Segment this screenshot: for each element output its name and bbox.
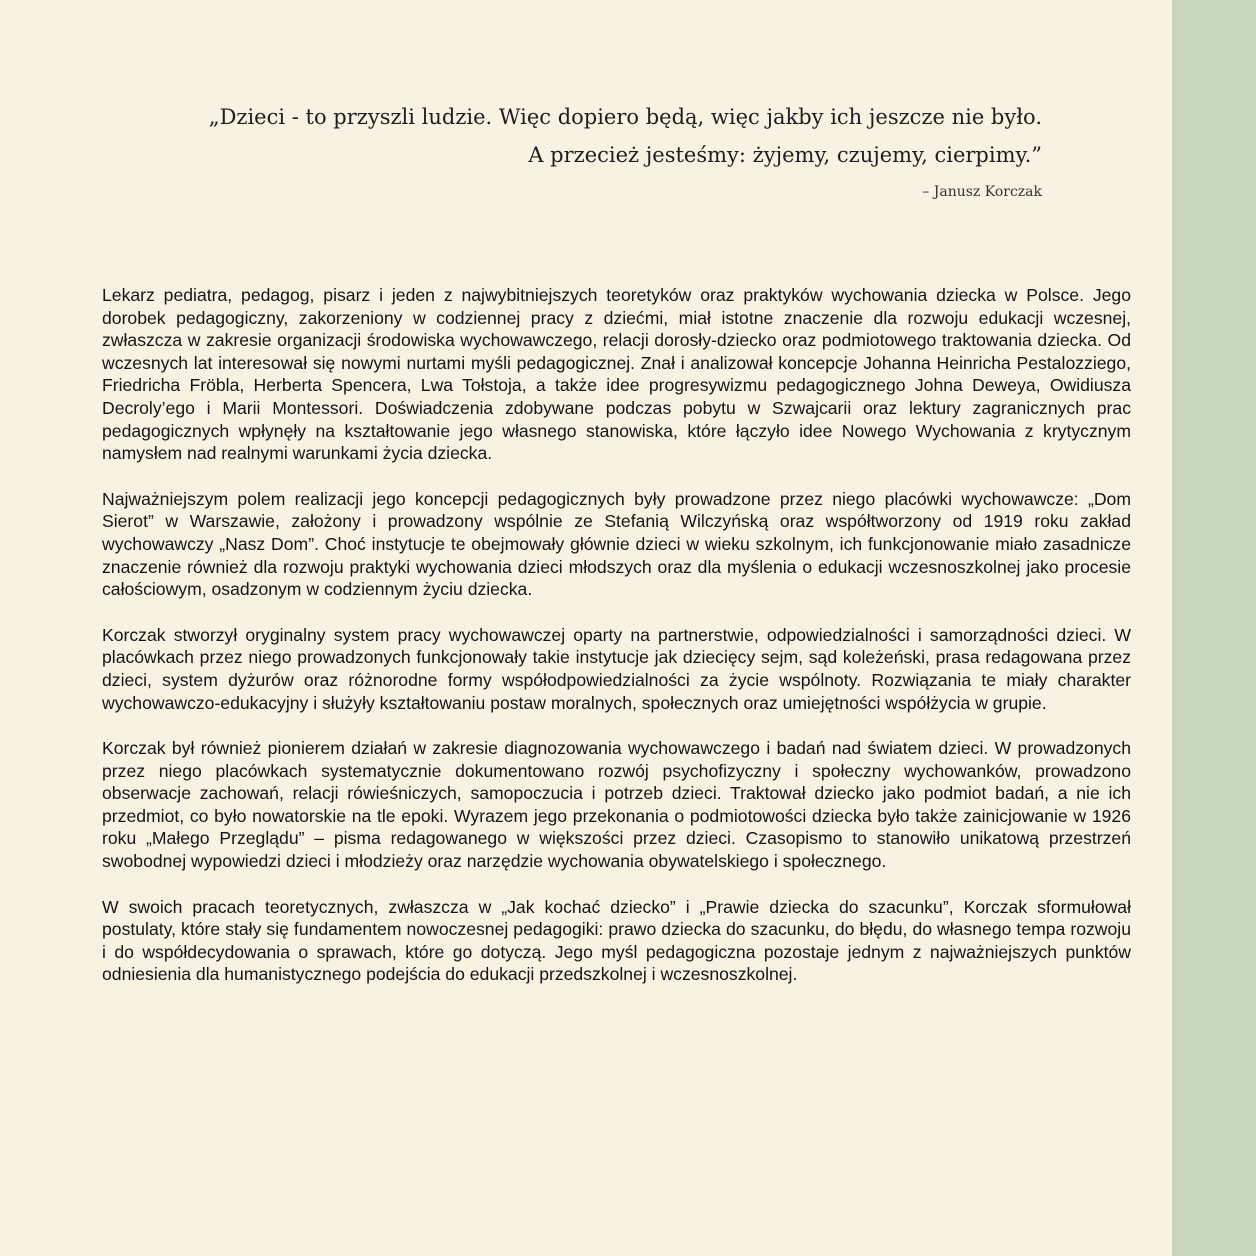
paragraph-2: Najważniejszym polem realizacji jego koncepcji pedagogicznych były prowadzone przez niego placówki wychowawcze: „Dom Sierot” w Warszawie, założony i prowadzony wspólnie ze Stefanią Wilczyńską oraz współtworzony od 1919 roku zakład wychowawczy „Nasz Dom”. Choć instytucje te obejmowały głównie dzieci w wieku szkolnym, ich funkcjonowanie miało zasadnicze znaczenie również dla rozwoju praktyki wychowania dzieci młodszych oraz dla myślenia o edukacji wczesnoszkolnej jako procesie całościowym, osadzonym w codziennym życiu dziecka. (102, 488, 1131, 600)
epigraph-quote (142, 98, 1042, 202)
paragraph-1: Lekarz pediatra, pedagog, pisarz i jeden z najwybitniejszych teoretyków oraz praktyków wychowania dziecka w Polsce. Jego dorobek pedagogiczny, zakorzeniony w codziennej pracy z dziećmi, miał istotne znaczenie dla rozwoju edukacji wczesnej, zwłaszcza w zakresie organizacji środowiska wychowawczego, relacji dorosły-dziecko oraz podmiotowego traktowania dziecka. Od wczesnych lat interesował się nowymi nurtami myśli pedagogicznej. Znał i analizował koncepcje Johanna Heinricha Pestalozziego, Friedricha Fröbla, Herberta Spencera, Lwa Tołstoja, a także idee progresywizmu pedagogicznego Johna Deweya, Owidiusza Decroly’ego i Marii Montessori. Doświadczenia zdobywane podczas pobytu w Szwajcarii oraz lektury zagranicznych prac pedagogicznych wpłynęły na kształtowanie jego własnego stanowiska, które łączyło idee Nowego Wychowania z krytycznym namysłem nad realnymi warunkami życia dziecka. (102, 285, 1131, 464)
body-text (102, 284, 1131, 1009)
side-color-strip (1172, 0, 1256, 1256)
paragraph-5: W swoich pracach teoretycznych, zwłaszcza w „Jak kochać dziecko” i „Prawie dziecka do szacunku”, Korczak sformułował postulaty, które stały się fundamentem nowoczesnej pedagogiki: prawo dziecka do szacunku, do błędu, do własnego tempa rozwoju i do współdecydowania o sprawach, które go dotyczą. Jego myśl pedagogiczna pozostaje jednym z najważniejszych punktów odniesienia dla humanistycznego podejścia do edukacji przedszkolnej i wczesnoszkolnej. (102, 896, 1131, 985)
paragraph-3: Korczak stworzył oryginalny system pracy wychowawczej oparty na partnerstwie, odpowiedzialności i samorządności dzieci. W placówkach przez niego prowadzonych funkcjonowały takie instytucje jak dziecięcy sejm, sąd koleżeński, prasa redagowana przez dzieci, system dyżurów oraz różnorodne formy współodpowiedzialności za życie wspólnoty. Rozwiązania te miały charakter wychowawczo-edukacyjny i służyły kształtowaniu postaw moralnych, społecznych oraz umiejętności współżycia w grupie. (102, 624, 1131, 713)
paragraph-4: Korczak był również pionierem działań w zakresie diagnozowania wychowawczego i badań nad światem dzieci. W prowadzonych przez niego placówkach systematycznie dokumentowano rozwój psychofizyczny i społeczny wychowanków, prowadzono obserwacje zachowań, relacji rówieśniczych, samopoczucia i potrzeb dzieci. Traktował dziecko jako podmiot badań, a nie ich przedmiot, co było nowatorskie na tle epoki. Wyrazem jego przekonania o podmiotowości dziecka było także zainicjowanie w 1926 roku „Małego Przeglądu” – pisma redagowanego w większości przez dzieci. Czasopismo to stanowiło unikatową przestrzeń swobodnej wypowiedzi dzieci i młodzieży oraz narzędzie wychowania obywatelskiego i społecznego. (102, 738, 1131, 872)
quote-line-2: A przecież jesteśmy: żyjemy, czujemy, cierpimy.” (528, 143, 1042, 167)
quote-line-1: „Dzieci - to przyszli ludzie. Więc dopiero będą, więc jakby ich jeszcze nie było. (208, 105, 1042, 129)
quote-author: – Janusz Korczak (922, 184, 1042, 200)
